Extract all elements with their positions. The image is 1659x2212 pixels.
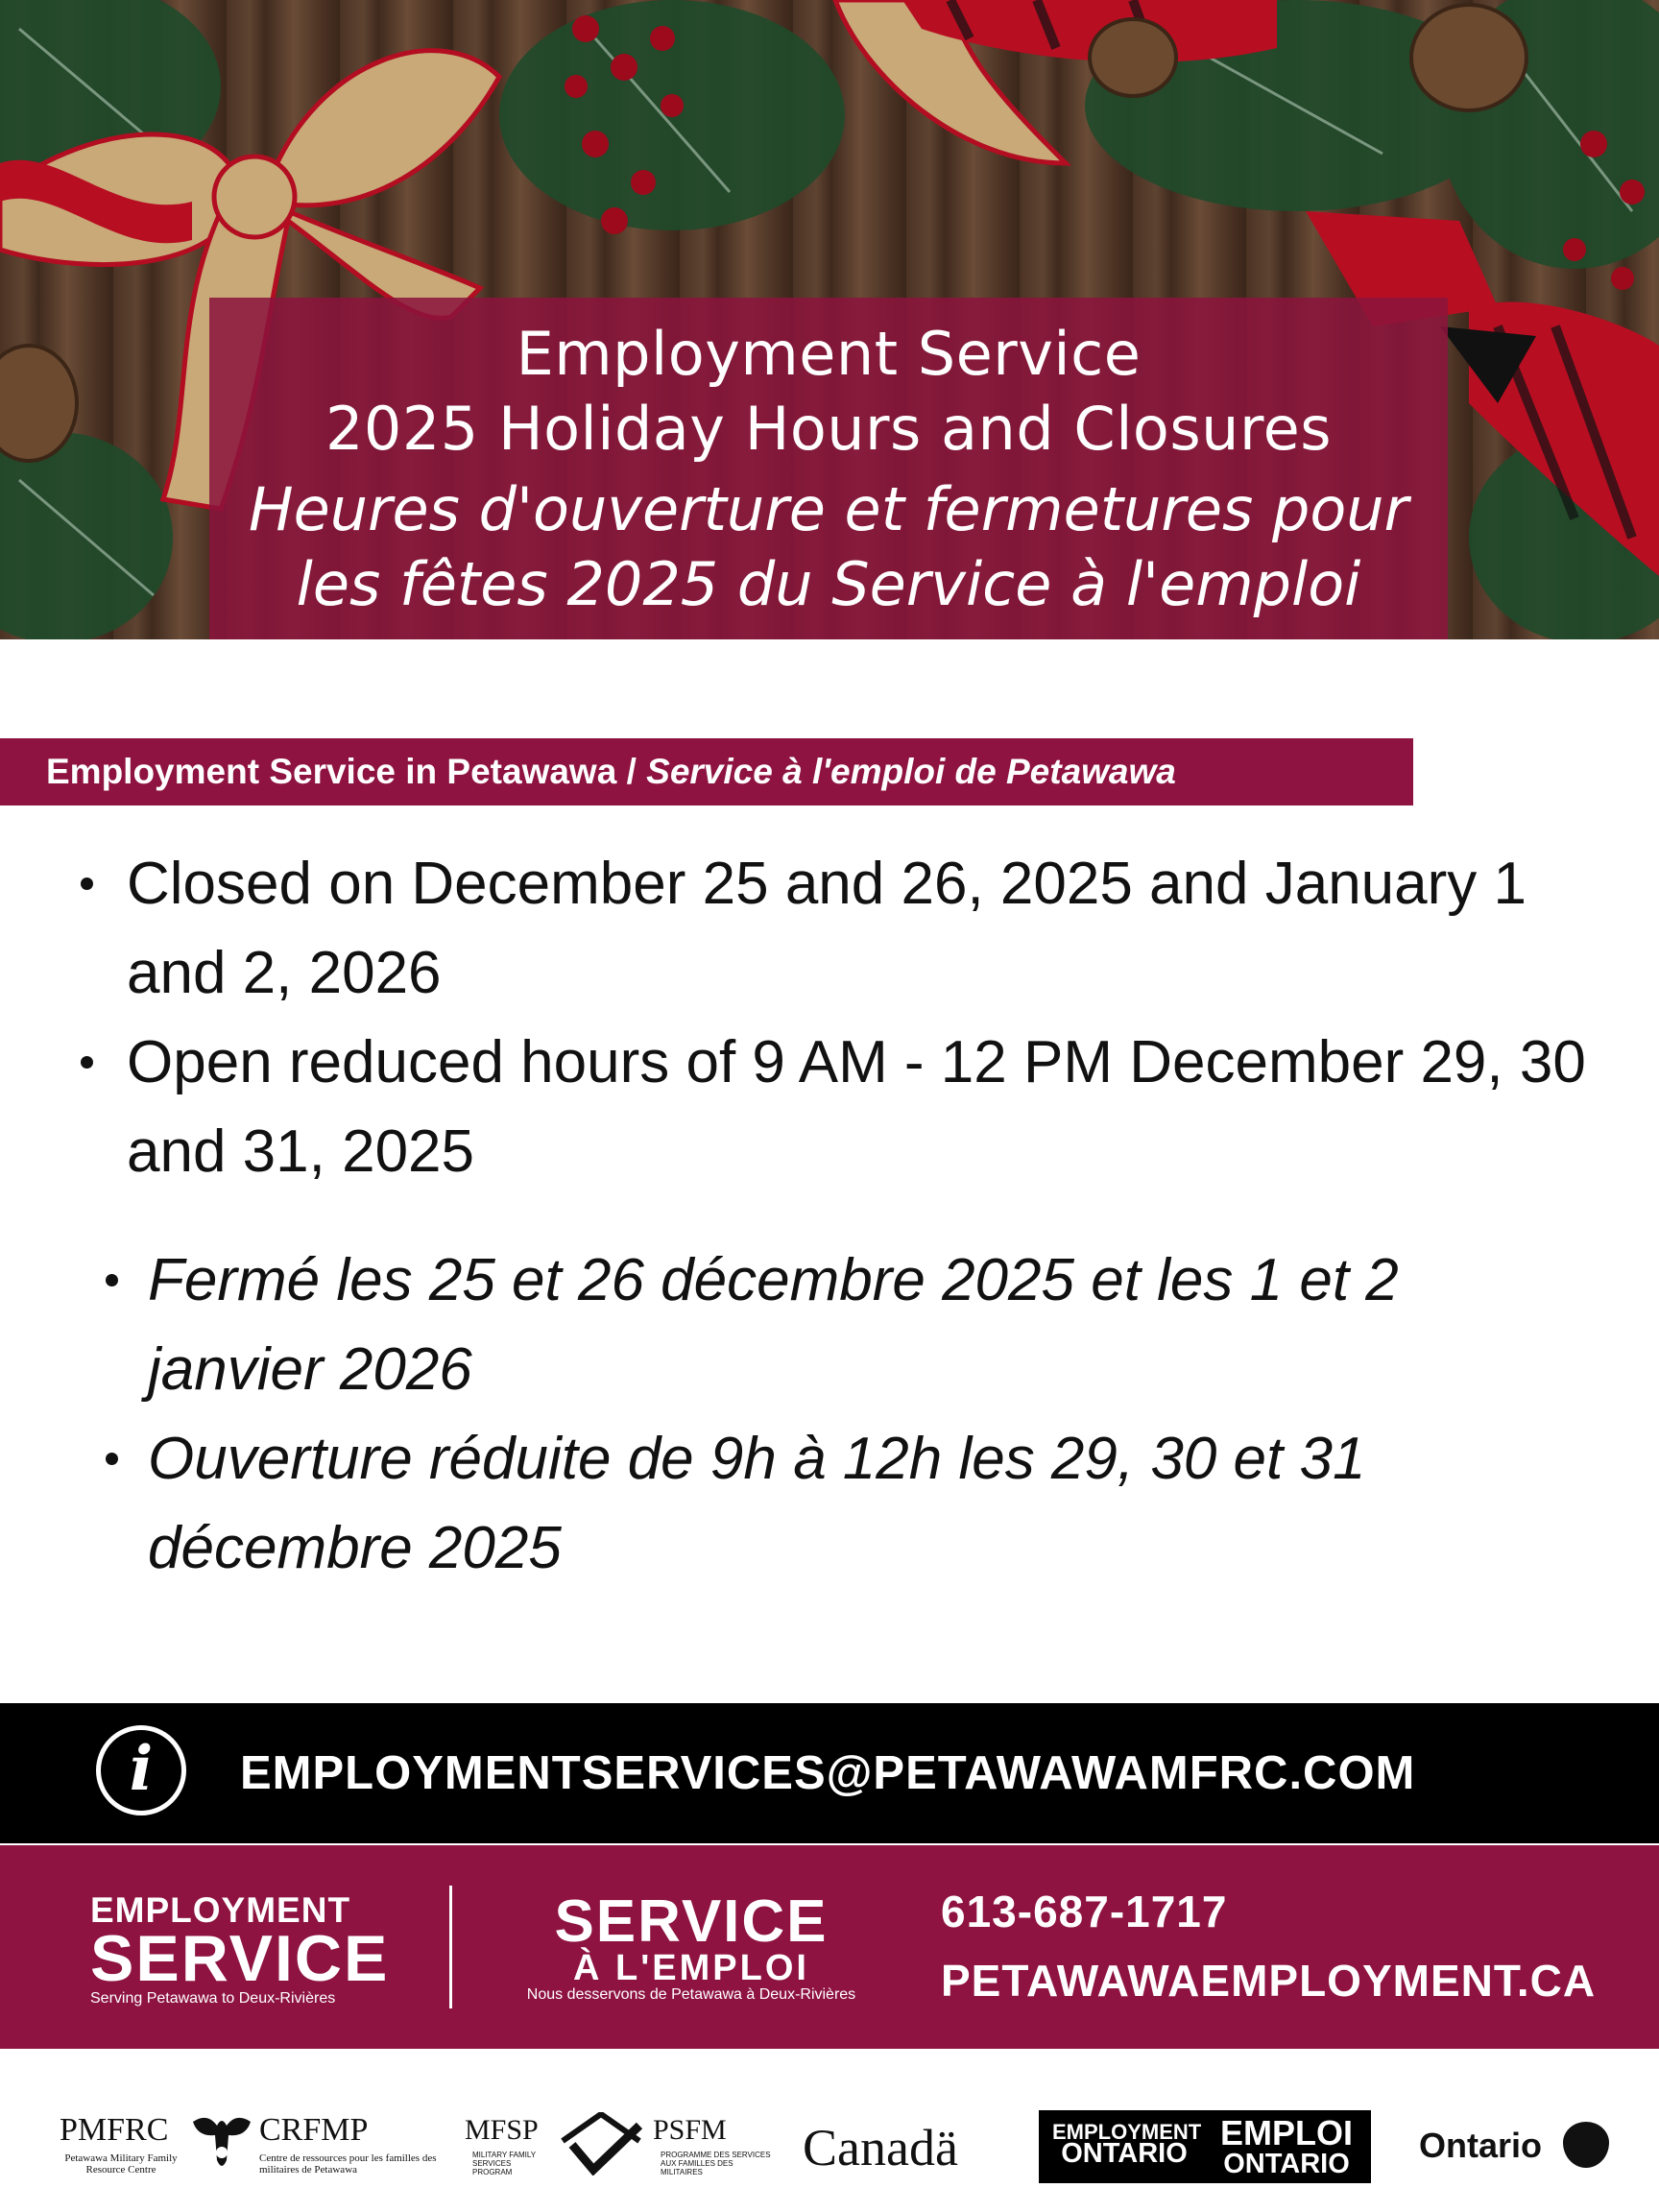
eo-en-line1: EMPLOYMENT: [1052, 2120, 1202, 2144]
logo-en-tagline: Serving Petawawa to Deux-Rivières: [90, 1990, 336, 2007]
pmfrc-logo: [56, 2112, 437, 2179]
eo-fr-line1: EMPLOI: [1219, 2113, 1353, 2152]
hours-list-french: [148, 1236, 1588, 1593]
psfm-subtitle: PROGRAMME DES SERVICES AUX FAMILLES DES MILITAIRES: [661, 2151, 771, 2176]
title-fr-line1: Heures d'ouverture et fermetures pour: [248, 474, 1409, 544]
location-heading-fr: Service à l'emploi de Petawawa: [646, 752, 1176, 791]
info-icon: i: [96, 1725, 186, 1815]
phone-number[interactable]: 613-687-1717: [941, 1887, 1228, 1936]
logo-fr-tagline: Nous desservons de Petawawa à Deux-Rivières: [526, 1986, 856, 2003]
title-en-line2: 2025 Holiday Hours and Closures: [325, 394, 1333, 464]
partner-logos: [0, 2049, 1659, 2212]
list-item: Fermé les 25 et 26 décembre 2025 et les 1 et 2 janvier 2026: [148, 1236, 1588, 1414]
canada-wordmark: Canadä: [803, 2119, 958, 2176]
eo-en-line2: ONTARIO: [1061, 2138, 1188, 2169]
list-item: Closed on December 25 and 26, 2025 and January 1 and 2, 2026: [127, 839, 1586, 1018]
logo-en-line2: SERVICE: [90, 1922, 390, 1995]
crfmp-label: CRFMP: [259, 2112, 369, 2148]
location-heading: [0, 738, 1413, 805]
pmfrc-label: PMFRC: [60, 2112, 169, 2148]
contact-bar: [0, 1703, 1659, 1843]
mfsp-subtitle: MILITARY FAMILY SERVICES PROGRAM: [472, 2151, 536, 2176]
logo-fr-line1: SERVICE: [554, 1888, 829, 1955]
employment-service-logo: [90, 1890, 397, 2008]
list-item: Open reduced hours of 9 AM - 12 PM December 29, 30 and 31, 2025: [127, 1018, 1586, 1196]
email-link[interactable]: EMPLOYMENTSERVICES@PETAWAWAMFRC.COM: [240, 1747, 1416, 1799]
psfm-label: PSFM: [653, 2114, 727, 2146]
service-emploi-logo: [490, 1888, 893, 2005]
title-fr-line2: les fêtes 2025 du Service à l'emploi: [296, 549, 1361, 619]
eo-fr-line2: ONTARIO: [1223, 2149, 1350, 2179]
eo-english: [1052, 2120, 1202, 2169]
ontario-wordmark: Ontario: [1419, 2126, 1543, 2165]
house-check-icon: [553, 2112, 649, 2176]
title-en-line1: Employment Service: [516, 319, 1142, 389]
employment-ontario-logo: [1039, 2110, 1371, 2183]
logo-divider: [449, 1886, 452, 2008]
mfsp-label: MFSP: [465, 2114, 539, 2146]
logo-fr-line2: À L'EMPLOI: [573, 1948, 809, 1988]
title-english: [209, 317, 1448, 467]
title-panel: [209, 298, 1448, 639]
hours-list-english: [127, 839, 1586, 1196]
eo-french: [1212, 2113, 1361, 2179]
logo-en-line1: EMPLOYMENT: [90, 1890, 351, 1930]
pmfrc-subtitle: Petawawa Military Family Resource Centre: [64, 2152, 178, 2176]
website-link[interactable]: PETAWAWAEMPLOYMENT.CA: [941, 1956, 1597, 2006]
trillium-icon: [1563, 2122, 1609, 2168]
hero-banner: [0, 0, 1659, 639]
title-french: [209, 472, 1448, 622]
mfsp-logo: [465, 2112, 772, 2179]
location-heading-en: Employment Service in Petawawa /: [46, 752, 647, 791]
moose-icon: [188, 2112, 255, 2176]
footer-band: [0, 1845, 1659, 2049]
crfmp-subtitle: Centre de ressources pour les familles des militaires de Petawawa: [259, 2152, 437, 2176]
list-item: Ouverture réduite de 9h à 12h les 29, 30 et 31 décembre 2025: [148, 1414, 1588, 1593]
